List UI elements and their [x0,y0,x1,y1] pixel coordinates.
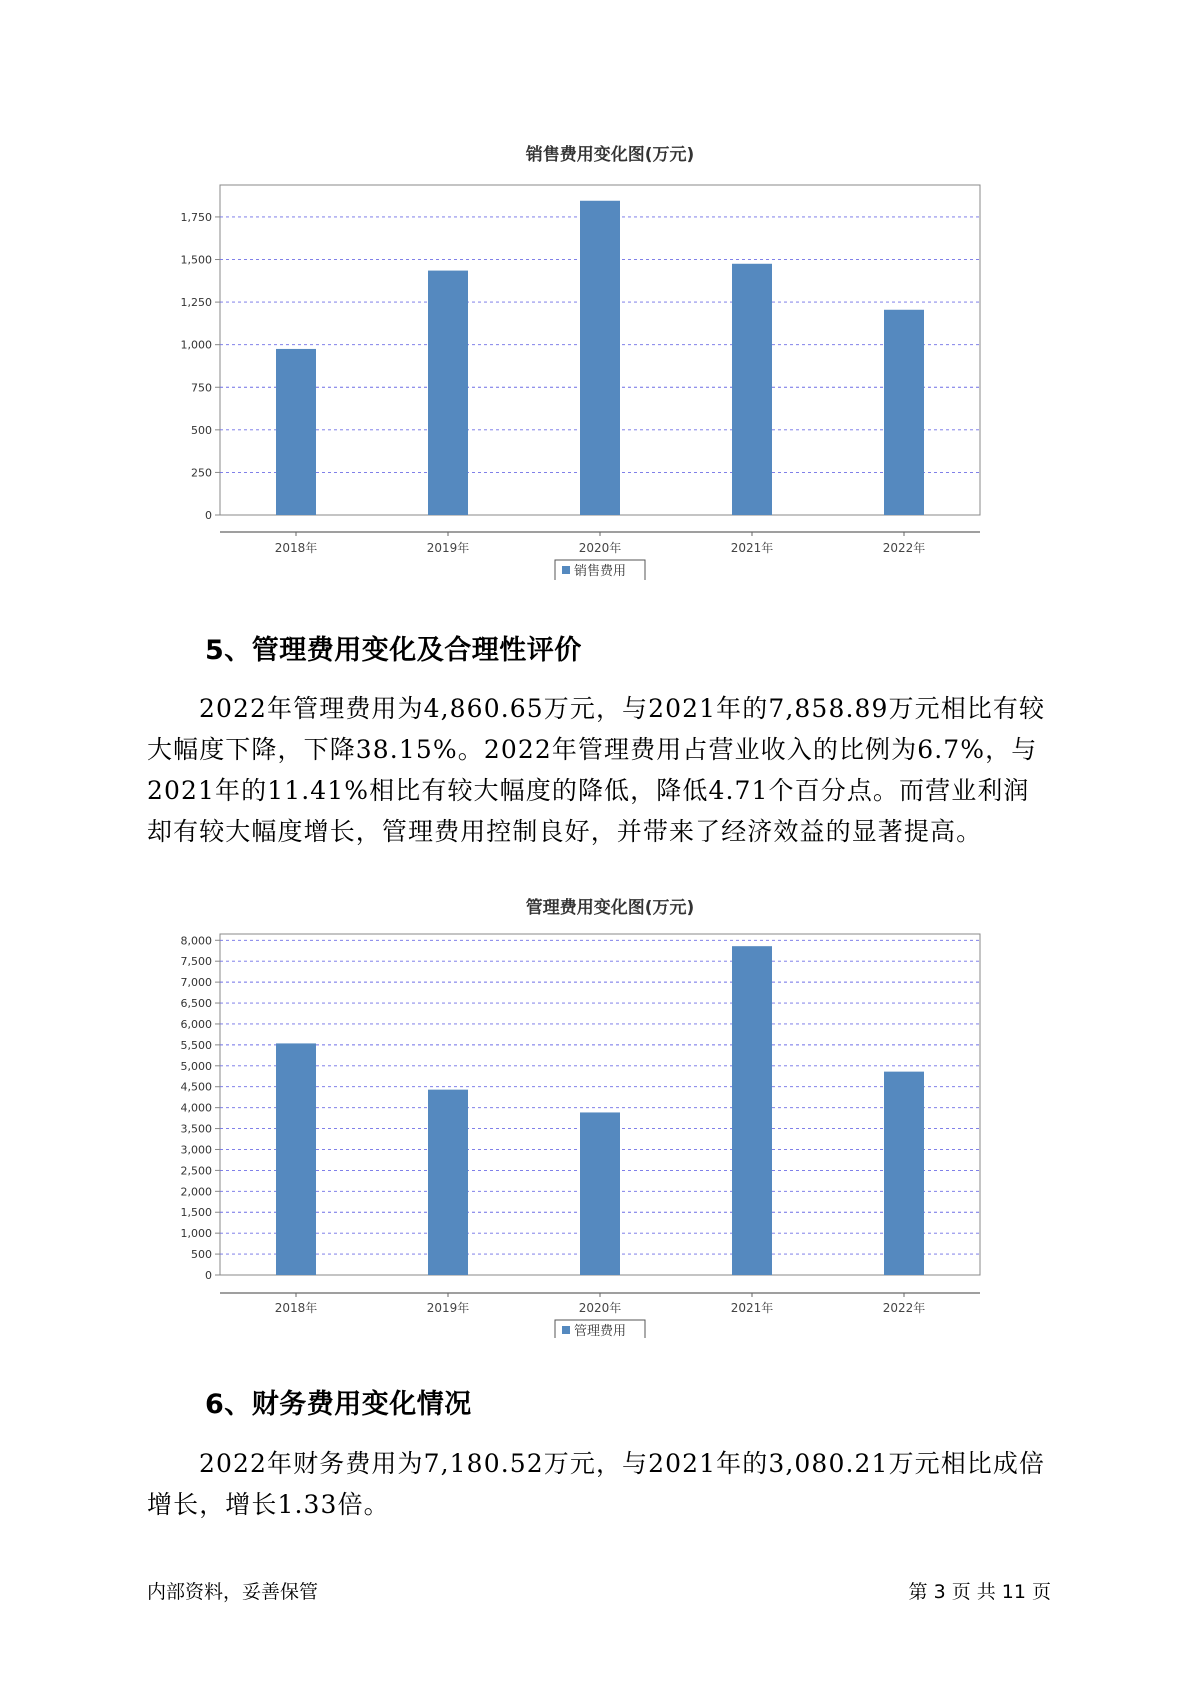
y-tick-label: 7,500 [180,955,212,969]
y-tick-label: 2,500 [180,1164,212,1178]
x-tick-label: 2020年 [578,1301,622,1315]
y-tick-label: 4,500 [180,1080,212,1094]
bar [580,201,620,515]
bar [580,1112,620,1275]
y-tick-label: 0 [205,509,212,522]
y-tick-label: 0 [205,1269,212,1282]
y-tick-label: 500 [191,423,212,437]
bar [732,946,772,1275]
y-tick-label: 250 [191,466,212,480]
bar [884,310,924,515]
legend-swatch [562,1326,570,1334]
y-tick-label: 6,500 [180,997,212,1011]
chart-title: 管理费用变化图(万元) [525,898,695,918]
bar [276,1043,316,1275]
bar [428,1090,468,1275]
y-tick-label: 750 [191,381,212,395]
paragraph-line: 却有较大幅度增长，管理费用控制良好，并带来了经济效益的显著提高。 [147,817,983,846]
bar [884,1072,924,1275]
x-tick-label: 2019年 [426,1301,470,1315]
x-tick-label: 2021年 [730,1301,774,1315]
y-tick-label: 1,250 [180,296,212,310]
y-tick-label: 3,000 [180,1143,212,1157]
x-tick-label: 2021年 [730,541,774,555]
y-tick-label: 1,000 [180,338,212,352]
paragraph-line: 增长，增长1.33倍。 [147,1490,390,1519]
y-tick-label: 1,500 [180,253,212,267]
paragraph-line: 2022年管理费用为4,860.65万元，与2021年的7,858.89万元相比有较 [199,694,1046,723]
paragraph-line: 大幅度下降，下降38.15%。2022年管理费用占营业收入的比例为6.7%，与 [147,735,1038,764]
x-tick-label: 2018年 [274,1301,318,1315]
x-tick-label: 2019年 [426,541,470,555]
y-tick-label: 6,000 [180,1017,212,1031]
x-tick-label: 2020年 [578,541,622,555]
legend-swatch [562,566,570,574]
bar [732,264,772,515]
y-tick-label: 1,750 [180,210,212,224]
bar [428,271,468,515]
chart-svg [170,893,1050,1338]
paragraph [147,1443,1047,1525]
chart-svg [170,140,1050,580]
y-tick-label: 3,500 [180,1122,212,1136]
y-tick-label: 7,000 [180,976,212,990]
legend-label: 管理费用 [574,1324,627,1338]
legend-label: 销售费用 [574,564,627,579]
y-tick-label: 2,000 [180,1185,212,1199]
legend [555,560,645,580]
y-tick-label: 5,500 [180,1038,212,1052]
y-tick-label: 5,000 [180,1059,212,1073]
legend [555,1320,645,1338]
paragraph [147,688,1047,852]
paragraph-line: 2022年财务费用为7,180.52万元，与2021年的3,080.21万元相比成倍 [199,1449,1046,1478]
footer-note: 内部资料，妥善保管 [147,1581,319,1603]
y-tick-label: 500 [191,1248,212,1262]
y-tick-label: 8,000 [180,934,212,948]
chart-title: 销售费用变化图(万元) [525,145,695,165]
paragraph-line: 2021年的11.41%相比有较大幅度的降低，降低4.71个百分点。而营业利润 [147,776,1030,805]
bar [276,349,316,515]
page-number: 第 3 页 共 11 页 [908,1581,1051,1603]
y-tick-label: 1,500 [180,1206,212,1220]
x-tick-label: 2022年 [882,1301,926,1315]
x-tick-label: 2018年 [274,541,318,555]
x-tick-label: 2022年 [882,541,926,555]
section-heading: 6、财务费用变化情况 [205,1389,472,1420]
section-heading: 5、管理费用变化及合理性评价 [205,635,582,666]
y-tick-label: 4,000 [180,1101,212,1115]
y-tick-label: 1,000 [180,1227,212,1241]
